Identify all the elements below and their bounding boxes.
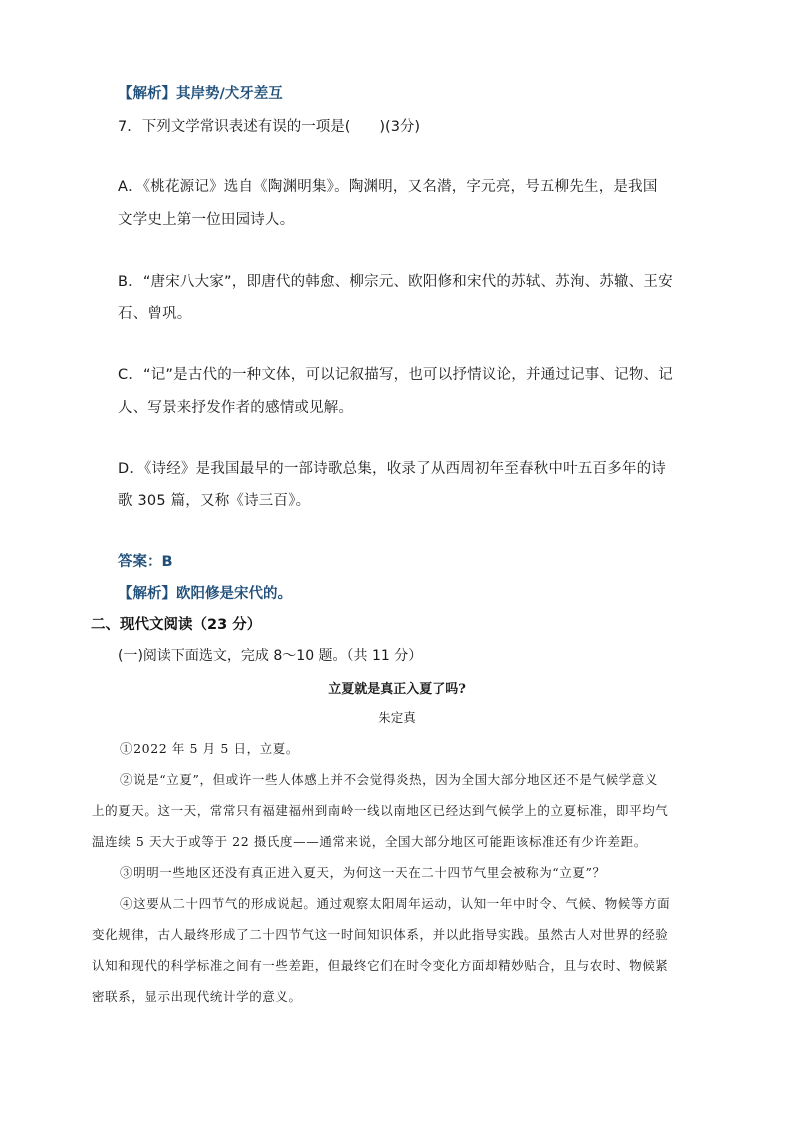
paragraph-2-line-1: ②说是“立夏”，但或许一些人体感上并不会觉得炎热，因为全国大部分地区还不是气候学意义	[120, 772, 658, 787]
paragraph-4-line-2: 变化规律，古人最终形成了二十四节气这一时间知识体系，并以此指导实践。虽然古人对世界的经验	[92, 927, 669, 942]
option-c-line-1: C．“记”是古代的一种文体，可以记叙描写，也可以抒情议论，并通过记事、记物、记	[118, 367, 673, 383]
option-d-line-2: 歌 305 篇，又称《诗三百》。	[118, 493, 311, 509]
section-2-instruction: (一)阅读下面选文，完成 8～10 题。（共 11 分）	[118, 648, 423, 664]
paragraph-1: ①2022 年 5 月 5 日，立夏。	[120, 741, 299, 756]
option-c-line-2: 人、写景来抒发作者的感情或见解。	[118, 400, 354, 416]
option-a-line-1: A．《桃花源记》选自《陶渊明集》。陶渊明，又名潜，字元亮，号五柳先生，是我国	[118, 179, 658, 195]
paragraph-4-line-3: 认知和现代的科学标准之间有一些差距，但最终它们在时令变化方面却精妙贴合，且与农时、物候紧	[92, 958, 669, 973]
paragraph-3: ③明明一些地区还没有真正进入夏天，为何这一天在二十四节气里会被称为“立夏”？	[120, 865, 606, 880]
option-d-line-1: D．《诗经》是我国最早的一部诗歌总集，收录了从西周初年至春秋中叶五百多年的诗	[118, 461, 667, 477]
section-2-heading: 二、现代文阅读（23 分）	[91, 617, 262, 633]
article-author: 朱定真	[378, 710, 416, 725]
analysis-q7: 【解析】欧阳修是宋代的。	[118, 586, 292, 602]
option-b-line-1: B．“唐宋八大家”，即唐代的韩愈、柳宗元、欧阳修和宋代的苏轼、苏洵、苏辙、王安	[118, 274, 673, 290]
option-a-line-2: 文学史上第一位田园诗人。	[118, 212, 295, 228]
question-7-stem: 7．下列文学常识表述有误的一项是( )(3分)	[118, 119, 421, 135]
paragraph-4-line-4: 密联系，显示出现代统计学的意义。	[92, 989, 302, 1004]
analysis-q6: 【解析】其岸势/犬牙差互	[118, 86, 283, 102]
paragraph-2-line-3: 温连续 5 天大于或等于 22 摄氏度——通常来说，全国大部分地区可能距该标准还有少许差距。	[92, 834, 647, 849]
option-b-line-2: 石、曾巩。	[118, 306, 192, 322]
paragraph-2-line-2: 上的夏天。这一天，常常只有福建福州到南岭一线以南地区已经达到气候学上的立夏标准，即平均气	[92, 803, 669, 818]
paragraph-4-line-1: ④这要从二十四节气的形成说起。通过观察太阳周年运动，认知一年中时令、气候、物候等方面	[120, 896, 671, 911]
article-title: 立夏就是真正入夏了吗?	[328, 682, 466, 697]
answer-q7: 答案：B	[118, 554, 173, 570]
